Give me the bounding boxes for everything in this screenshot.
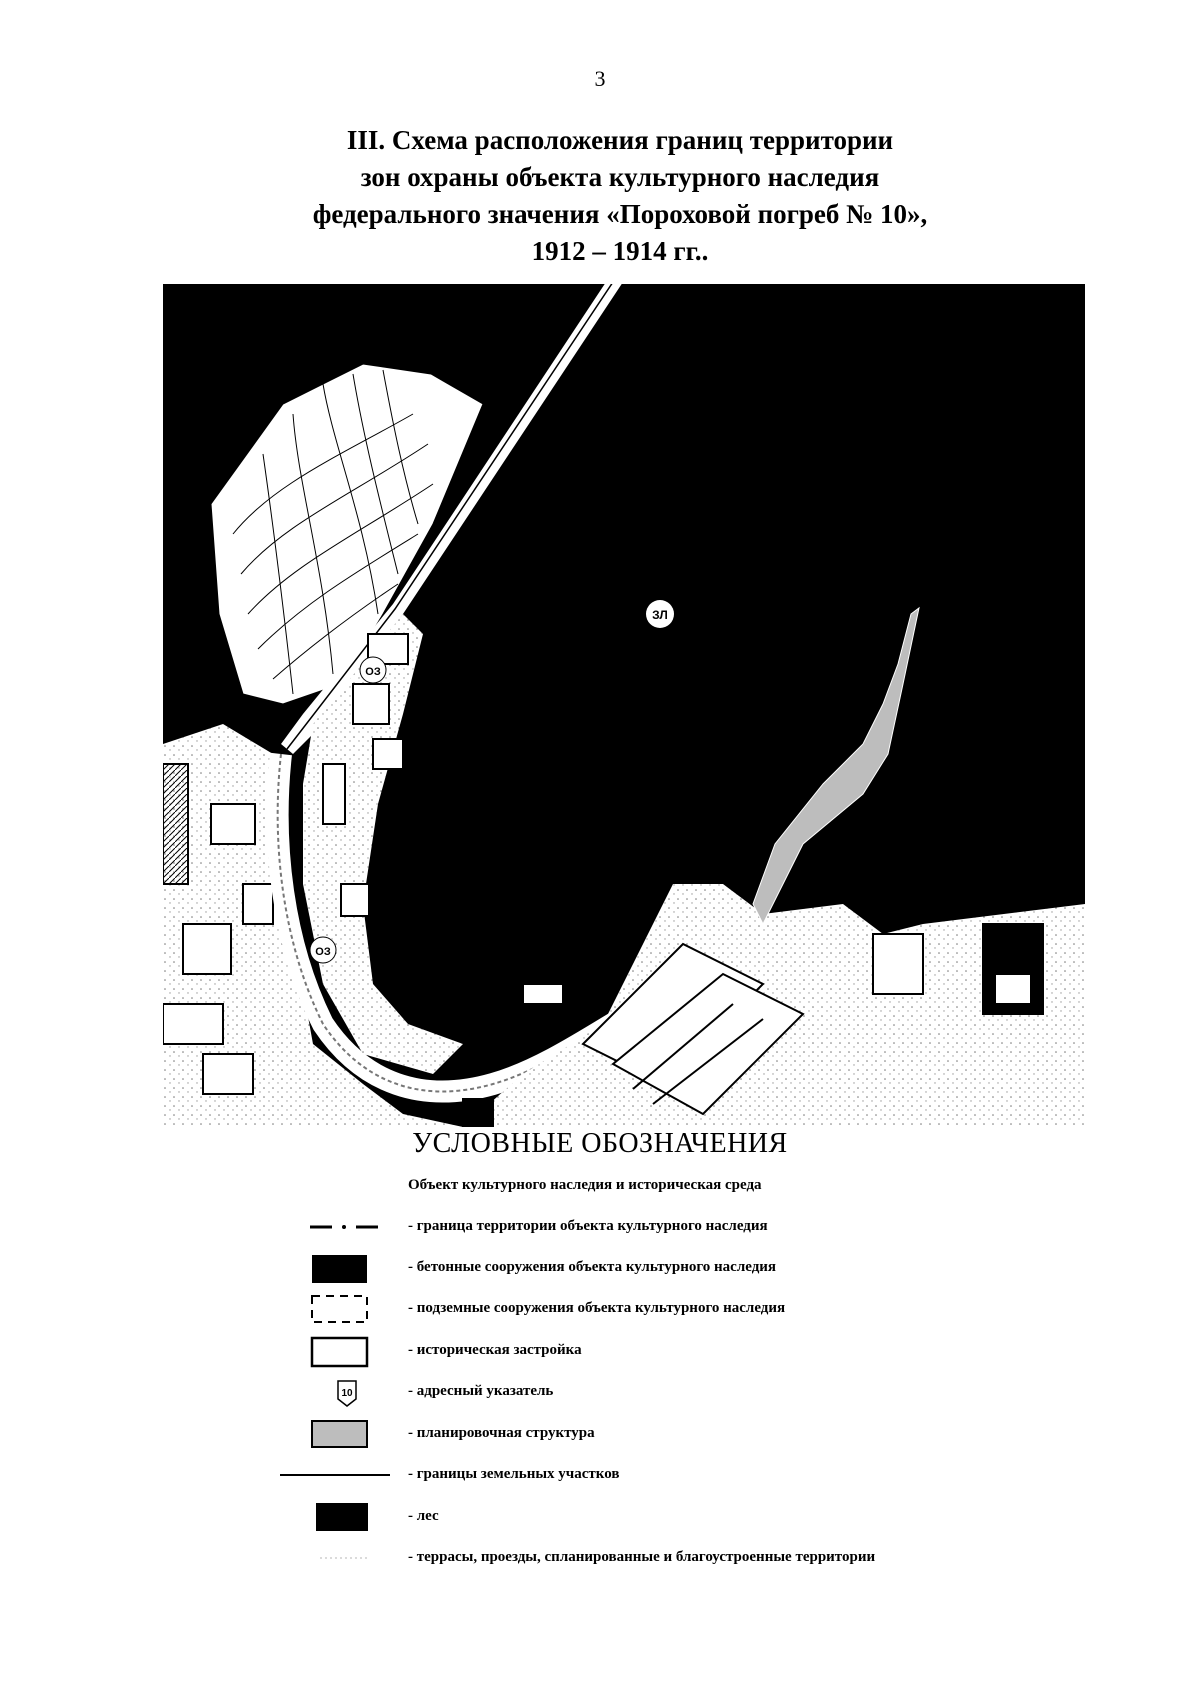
legend-item-land-boundaries xyxy=(280,1458,1140,1492)
legend-item-planning xyxy=(280,1417,1140,1451)
zone-label-oz-2 xyxy=(310,937,336,963)
solid-line-icon xyxy=(280,1458,390,1492)
gray-rect-icon xyxy=(280,1417,390,1451)
legend-label: - границы земельных участков xyxy=(408,1466,620,1482)
legend-label: - лес xyxy=(408,1508,439,1524)
dotted-faint-line-icon xyxy=(280,1541,390,1575)
legend-item-forest xyxy=(280,1500,1140,1534)
legend-label: - бетонные сооружения объекта культурного наследия xyxy=(408,1259,777,1275)
legend-label: - подземные сооружения объекта культурного наследия xyxy=(408,1300,786,1316)
svg-text:ОЗ: ОЗ xyxy=(315,946,331,958)
dashed-rect-icon xyxy=(280,1292,390,1326)
title-line-4: 1912 – 1914 гг.. xyxy=(531,236,709,266)
page-number: 3 xyxy=(594,66,606,91)
page-title xyxy=(120,122,1120,270)
outlined-rect-icon xyxy=(280,1334,390,1368)
map-scheme xyxy=(163,284,1085,1127)
legend-label: - адресный указатель xyxy=(408,1383,554,1399)
legend-item-underground xyxy=(280,1292,1140,1326)
legend-subtitle: Объект культурного наследия и историческая среда xyxy=(408,1177,762,1193)
svg-text:ЗЛ: ЗЛ xyxy=(652,608,668,622)
forest-rect-icon xyxy=(280,1500,390,1534)
legend-item-terraces xyxy=(280,1541,1140,1575)
legend-item-object-boundary xyxy=(280,1210,1140,1244)
map-canvas xyxy=(163,284,1085,1127)
legend-item-historic xyxy=(280,1334,1140,1368)
title-line-3: федерального значения «Пороховой погреб № 10», xyxy=(312,199,928,229)
zone-label-zl xyxy=(646,600,674,628)
legend-title: УСЛОВНЫЕ ОБОЗНАЧЕНИЯ xyxy=(412,1128,788,1159)
legend-item-address xyxy=(280,1375,1140,1409)
legend-label: - террасы, проезды, спланированные и благоустроенные территории xyxy=(408,1549,876,1565)
svg-text:10: 10 xyxy=(341,1388,353,1399)
svg-text:ОЗ: ОЗ xyxy=(365,666,381,678)
zone-label-oz-1 xyxy=(360,657,386,683)
title-line-1: III. Схема расположения границ территории xyxy=(346,125,894,155)
title-line-2: зон охраны объекта культурного наследия xyxy=(360,162,880,192)
filled-rect-icon xyxy=(280,1251,390,1285)
dash-dot-line-icon xyxy=(280,1210,390,1244)
address-marker-icon xyxy=(280,1375,390,1409)
legend-label: - планировочная структура xyxy=(408,1425,595,1441)
legend-item-concrete xyxy=(280,1251,1140,1285)
legend-label: - историческая застройка xyxy=(408,1342,582,1358)
legend-label: - граница территории объекта культурного наследия xyxy=(408,1218,768,1234)
